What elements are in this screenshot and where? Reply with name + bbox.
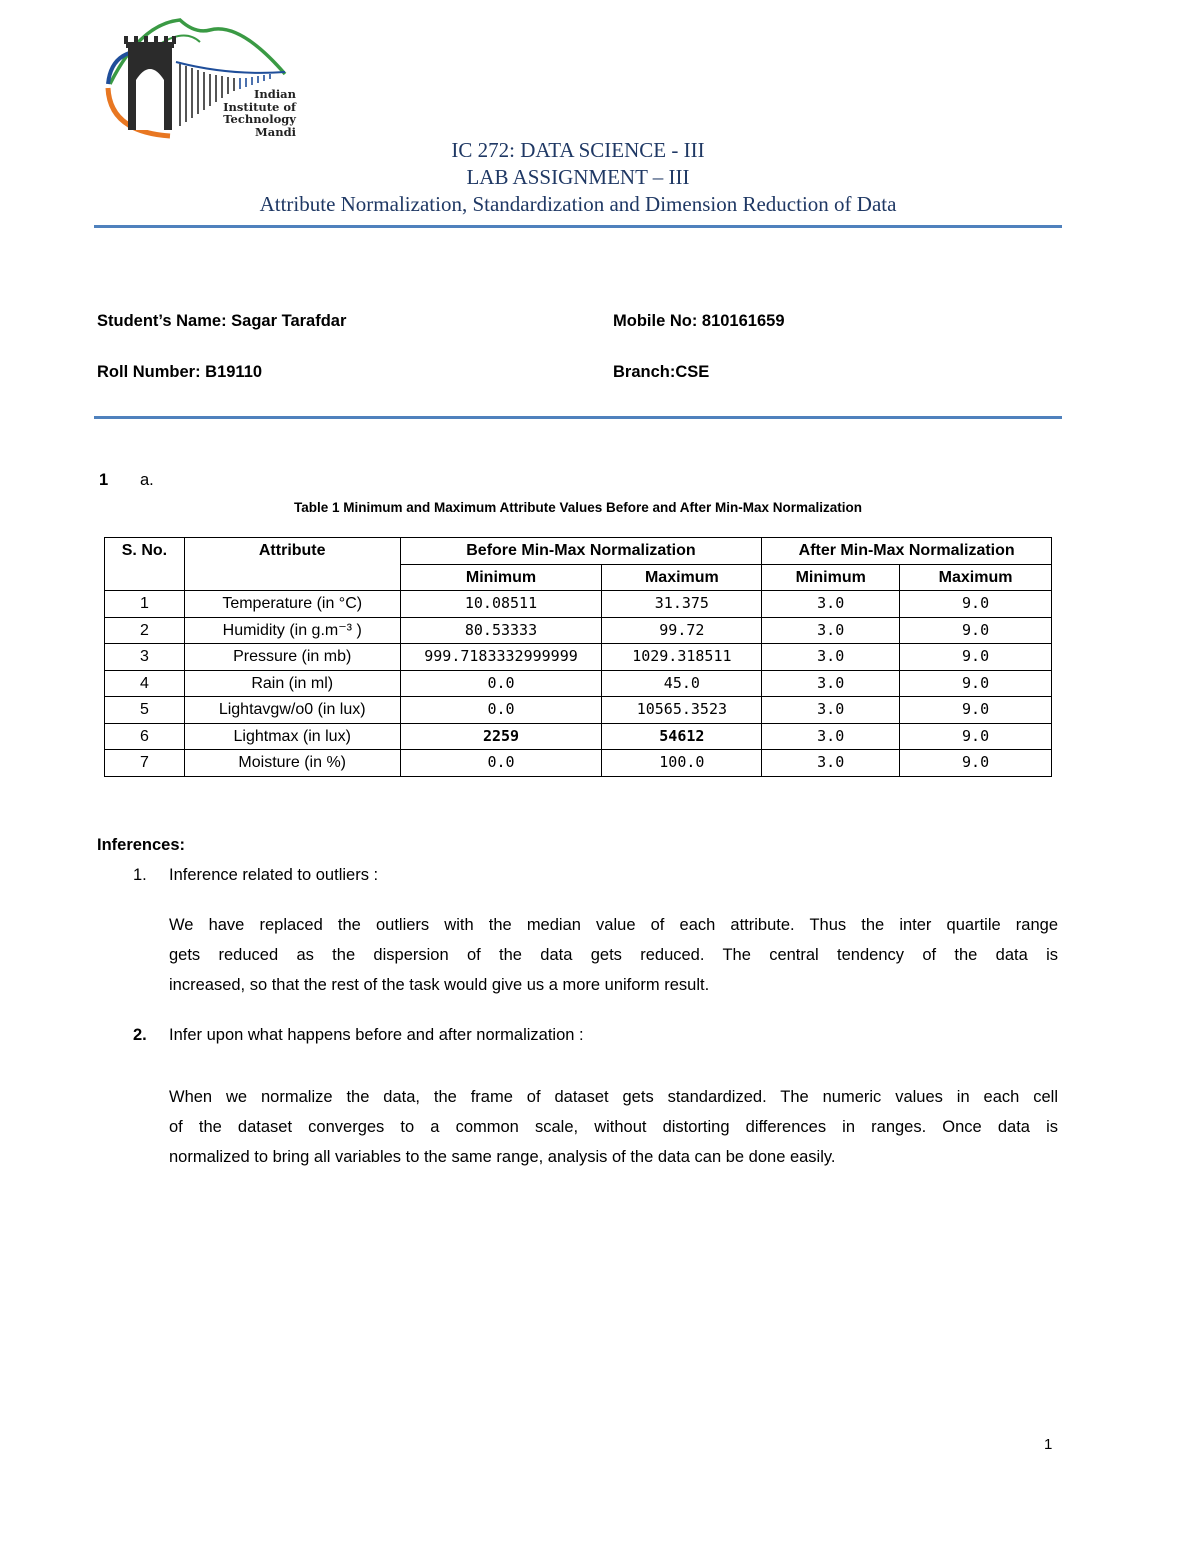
- header-before-min: Minimum: [400, 564, 602, 591]
- header-before-max: Maximum: [602, 564, 762, 591]
- cell-after-max: 9.0: [900, 617, 1052, 644]
- inference-1-line: We have replaced the outliers with the median value of each attribute. Thus the inter quartile range: [169, 916, 1058, 934]
- logo-wordmark: [216, 88, 296, 138]
- header-after: After Min-Max Normalization: [762, 538, 1052, 565]
- cell-before-min: 999.7183332999999: [400, 644, 602, 671]
- cell-sno: 1: [105, 591, 185, 618]
- cell-before-min: 80.53333: [400, 617, 602, 644]
- cell-sno: 2: [105, 617, 185, 644]
- cell-before-min: 0.0: [400, 670, 602, 697]
- cell-attribute: Lightavgw/o0 (in lux): [184, 697, 400, 724]
- cell-after-min: 3.0: [762, 750, 900, 777]
- cell-sno: 4: [105, 670, 185, 697]
- logo-line-4: Mandi: [255, 124, 296, 139]
- inferences-heading: Inferences:: [97, 836, 186, 854]
- cell-after-min: 3.0: [762, 697, 900, 724]
- cell-attribute: Temperature (in °C): [184, 591, 400, 618]
- header-divider: [94, 225, 1062, 228]
- cell-after-min: 3.0: [762, 591, 900, 618]
- header-attribute: Attribute: [184, 538, 400, 591]
- cell-before-max: 10565.3523: [602, 697, 762, 724]
- cell-sno: 3: [105, 644, 185, 671]
- cell-after-min: 3.0: [762, 644, 900, 671]
- table-row: [105, 591, 1052, 618]
- student-name: Student’s Name: Sagar Tarafdar: [97, 312, 347, 330]
- cell-sno: 7: [105, 750, 185, 777]
- normalization-table: [104, 537, 1052, 777]
- cell-before-max: 31.375: [602, 591, 762, 618]
- inference-2-line: When we normalize the data, the frame of dataset gets standardized. The numeric values in each cell: [169, 1088, 1058, 1106]
- cell-after-min: 3.0: [762, 670, 900, 697]
- course-title: IC 272: DATA SCIENCE - III: [451, 138, 705, 162]
- cell-attribute: Humidity (in g.m⁻³ ): [184, 617, 400, 644]
- cell-attribute: Moisture (in %): [184, 750, 400, 777]
- inference-2-number: 2.: [133, 1026, 147, 1044]
- logo-line-1: Indian: [254, 87, 296, 101]
- cell-attribute: Rain (in ml): [184, 670, 400, 697]
- table-row: [105, 617, 1052, 644]
- cell-before-max: 100.0: [602, 750, 762, 777]
- cell-after-max: 9.0: [900, 644, 1052, 671]
- table-row: [105, 697, 1052, 724]
- cell-after-max: 9.0: [900, 697, 1052, 724]
- inference-1-body: [169, 910, 1058, 1000]
- cell-after-max: 9.0: [900, 750, 1052, 777]
- cell-before-min: 2259: [400, 723, 602, 750]
- cell-before-max: 54612: [602, 723, 762, 750]
- table-row: [105, 644, 1052, 671]
- inference-1-title: Inference related to outliers :: [169, 866, 379, 884]
- cell-attribute: Pressure (in mb): [184, 644, 400, 671]
- assignment-title: LAB ASSIGNMENT – III: [466, 165, 690, 189]
- cell-before-max: 99.72: [602, 617, 762, 644]
- cell-after-min: 3.0: [762, 723, 900, 750]
- info-divider: [94, 416, 1062, 419]
- inference-2-line: normalized to bring all variables to the same range, analysis of the data can be done easily.: [169, 1148, 836, 1166]
- inference-1-line: increased, so that the rest of the task would give us a more uniform result.: [169, 976, 710, 994]
- question-part: a.: [140, 471, 154, 489]
- student-mobile: Mobile No: 810161659: [613, 312, 785, 330]
- table-row: [105, 670, 1052, 697]
- cell-before-max: 1029.318511: [602, 644, 762, 671]
- iit-mandi-logo: [100, 14, 300, 146]
- cell-before-min: 0.0: [400, 750, 602, 777]
- header-sno: S. No.: [105, 538, 185, 591]
- student-branch: Branch:CSE: [613, 363, 710, 381]
- inference-1-line: gets reduced as the dispersion of the data gets reduced. The central tendency of the data is: [169, 946, 1058, 964]
- header-after-min: Minimum: [762, 564, 900, 591]
- cell-after-max: 9.0: [900, 670, 1052, 697]
- cell-before-max: 45.0: [602, 670, 762, 697]
- logo-line-3: Technology: [223, 112, 296, 126]
- topic-title: Attribute Normalization, Standardization and Dimension Reduction of Data: [259, 192, 897, 216]
- cell-attribute: Lightmax (in lux): [184, 723, 400, 750]
- cell-after-max: 9.0: [900, 723, 1052, 750]
- cell-sno: 5: [105, 697, 185, 724]
- inference-1-number: 1.: [133, 866, 147, 884]
- cell-sno: 6: [105, 723, 185, 750]
- inference-2-line: of the dataset converges to a common scale, without distorting differences in ranges. Once data is: [169, 1118, 1058, 1136]
- question-number: 1: [99, 471, 109, 489]
- header-after-max: Maximum: [900, 564, 1052, 591]
- cell-after-max: 9.0: [900, 591, 1052, 618]
- page-number: 1: [1044, 1436, 1053, 1453]
- inference-2-body: [169, 1082, 1058, 1172]
- student-roll: Roll Number: B19110: [97, 363, 263, 381]
- cell-before-min: 10.08511: [400, 591, 602, 618]
- cell-before-min: 0.0: [400, 697, 602, 724]
- table-caption: Table 1 Minimum and Maximum Attribute Values Before and After Min-Max Normalization: [293, 500, 863, 515]
- cell-after-min: 3.0: [762, 617, 900, 644]
- inference-2-title: Infer upon what happens before and after normalization :: [169, 1026, 584, 1044]
- table-row: [105, 750, 1052, 777]
- logo-line-2: Institute of: [223, 99, 296, 114]
- table-row: [105, 723, 1052, 750]
- header-before: Before Min-Max Normalization: [400, 538, 762, 565]
